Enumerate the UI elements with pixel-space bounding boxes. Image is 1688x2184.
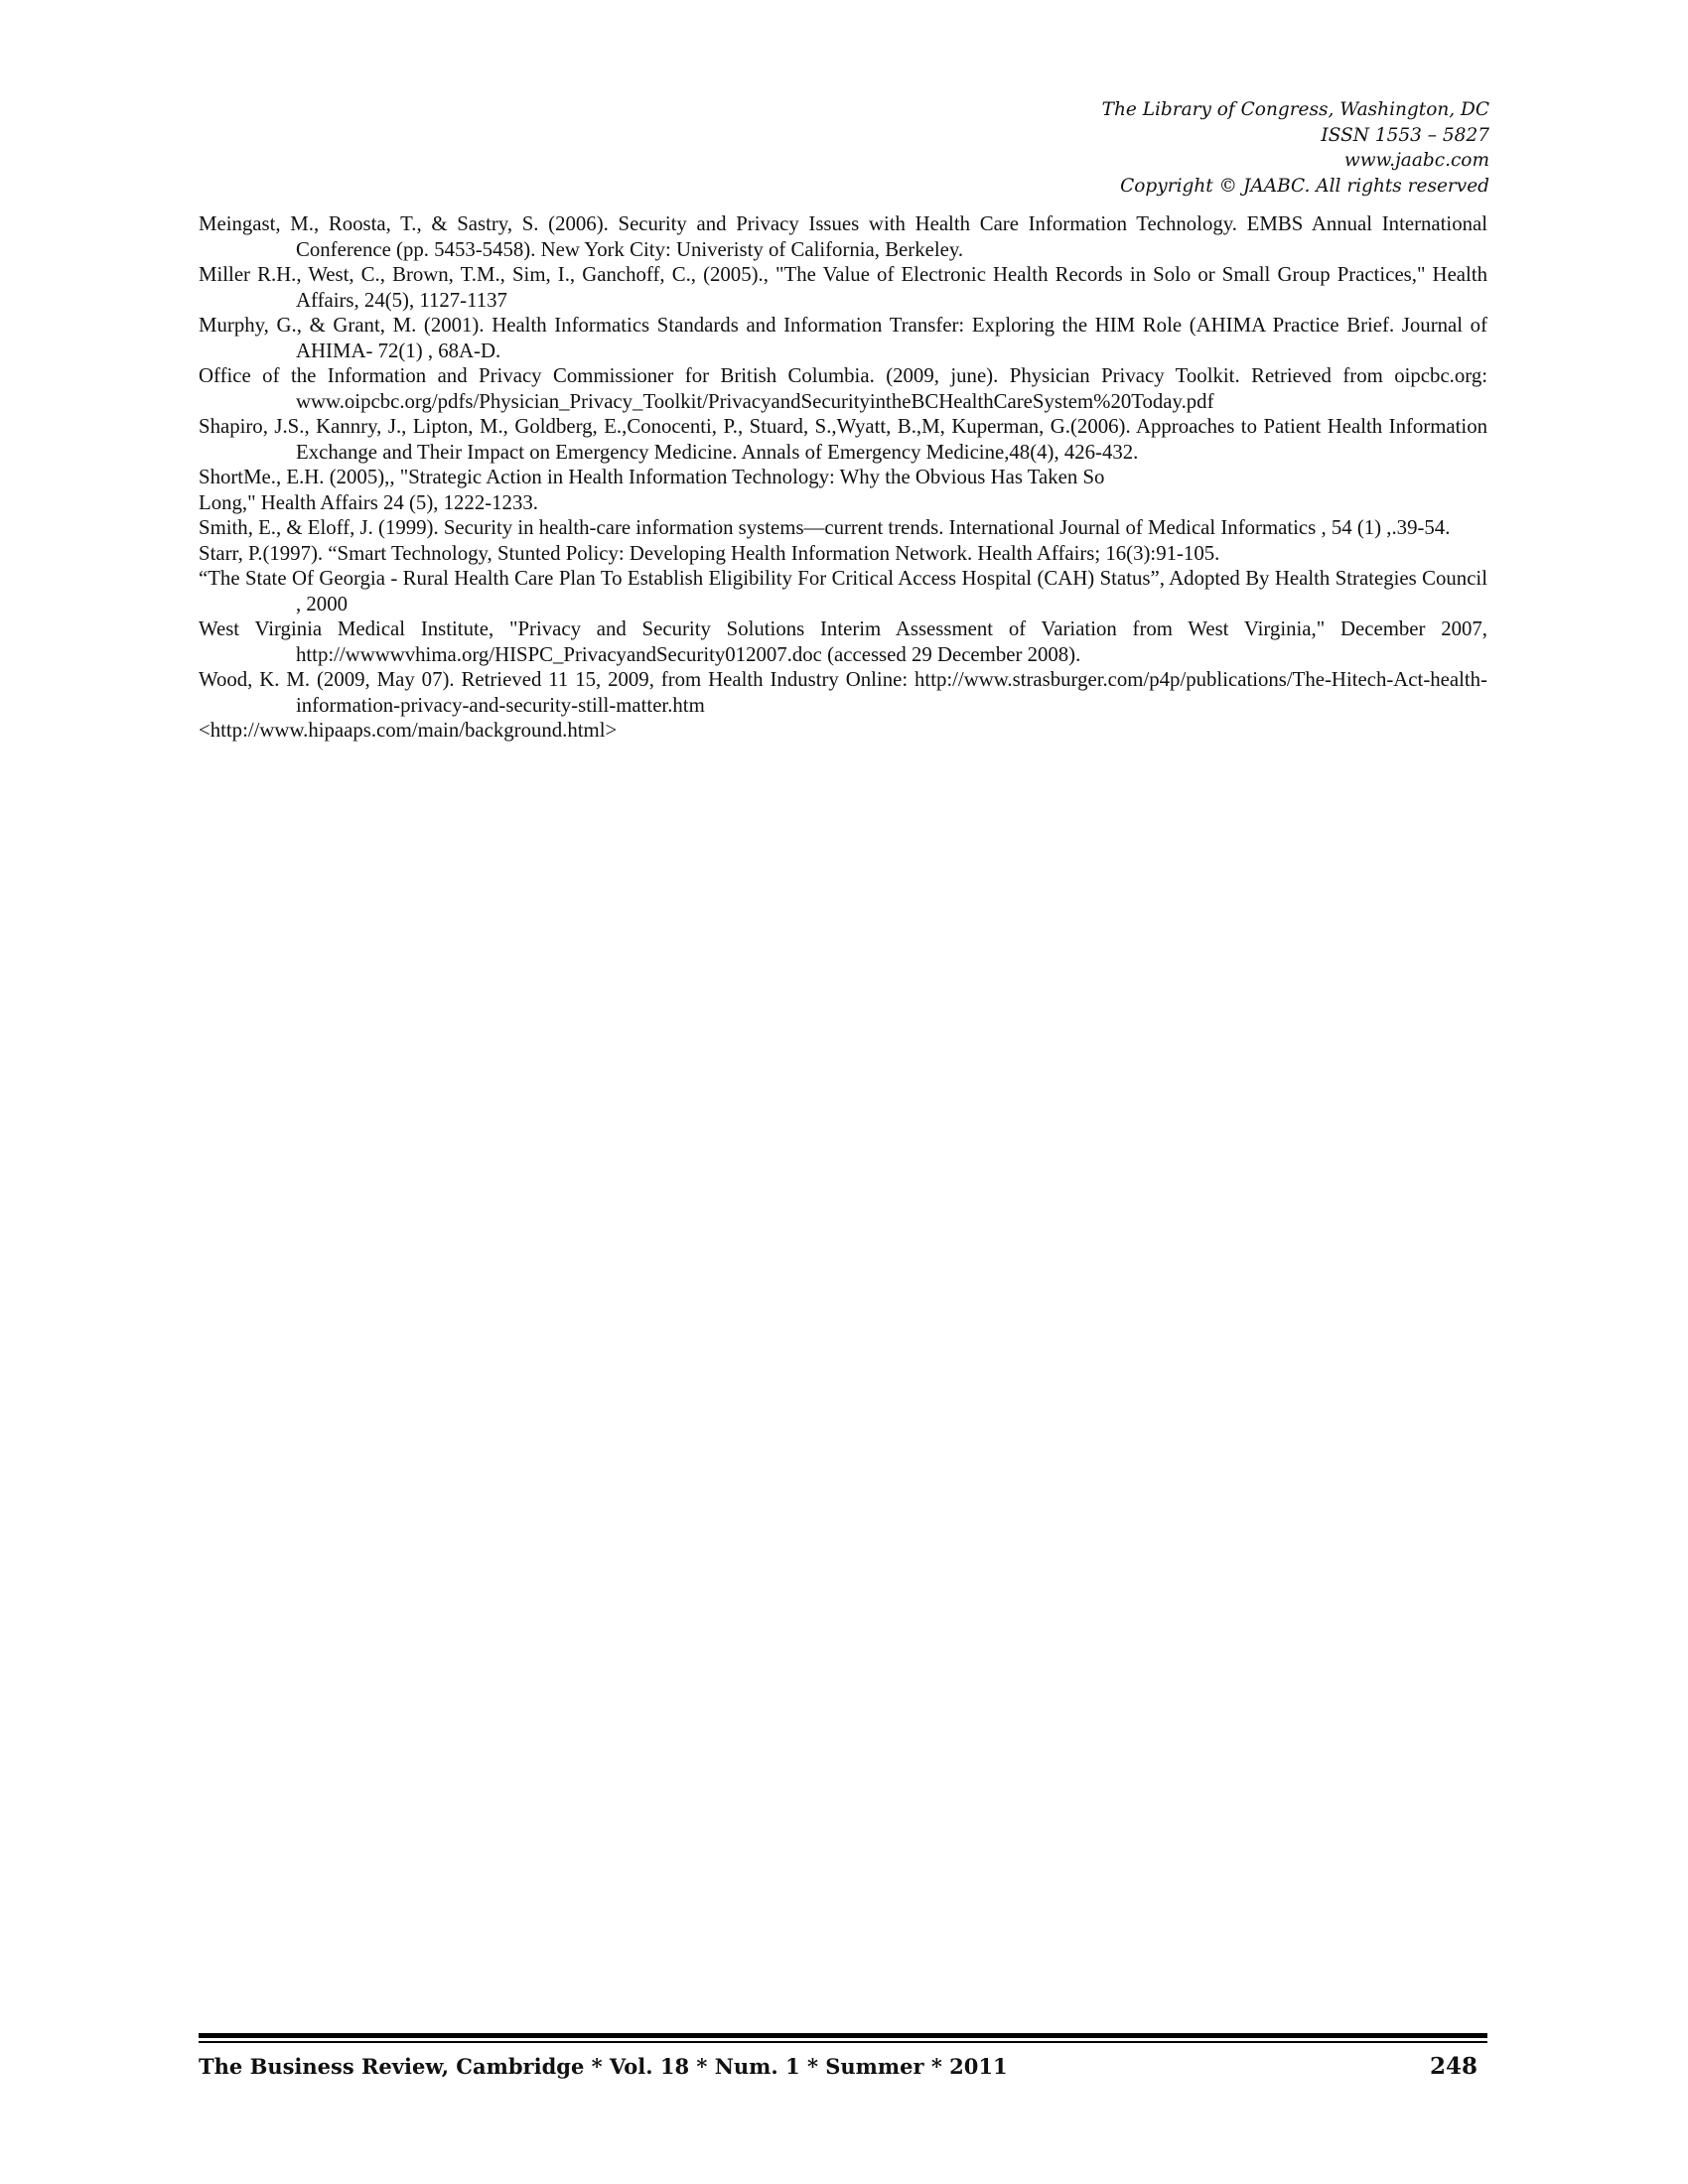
footer-rule-thick [199,2033,1487,2038]
page-number: 248 [1429,2053,1477,2080]
reference-entry: West Virginia Medical Institute, "Privacy and Security Solutions Interim Assessment of Variation from West Virginia," December 2007, http://wwwwvhima.org/HISPC_PrivacyandSecurity012007.doc (accessed 29 December 2008). [199,617,1487,666]
masthead-copyright: Copyright © JAABC. All rights reserved [1120,175,1489,197]
reference-entry: Meingast, M., Roosta, T., & Sastry, S. (2006). Security and Privacy Issues with Health Care Information Technology. EMBS Annual International Conference (pp. 5453-5458). New York City: Univeristy of California, Berkeley. [199,212,1487,261]
reference-url: <http://www.hipaaps.com/main/background.html> [199,719,618,742]
journal-masthead [1102,97,1489,199]
masthead-issn: ISSN 1553 – 5827 [1321,124,1489,146]
reference-entry: Wood, K. M. (2009, May 07). Retrieved 11 15, 2009, from Health Industry Online: http://www.strasburger.com/p4p/publications/The-Hitech-Act-health-information-privacy-and-security-still-matter.htm [199,668,1487,717]
footer-rule [199,2033,1487,2043]
reference-list [199,211,1487,744]
reference-entry: Smith, E., & Eloff, J. (1999). Security in health-care information systems—current trends. International Journal of Medical Informatics , 54 (1) ,.39-54. [199,516,1451,539]
reference-entry: “The State Of Georgia - Rural Health Care Plan To Establish Eligibility For Critical Access Hospital (CAH) Status”, Adopted By Health Strategies Council , 2000 [199,567,1487,615]
reference-entry: Shapiro, J.S., Kannry, J., Lipton, M., Goldberg, E.,Conocenti, P., Stuard, S.,Wyatt, B.,M, Kuperman, G.(2006). Approaches to Patient Health Information Exchange and Their Impact on Emergency Medicine. Annals of Emergency Medicine,48(4), 426-432. [199,415,1487,464]
masthead-website: www.jaabc.com [1343,150,1489,171]
reference-entry: Miller R.H., West, C., Brown, T.M., Sim, I., Ganchoff, C., (2005)., "The Value of Electronic Health Records in Solo or Small Group Practices," Health Affairs, 24(5), 1127-1137 [199,263,1487,312]
reference-line: ShortMe., E.H. (2005),, "Strategic Action in Health Information Technology: Why the Obvious Has Taken So [199,466,1105,488]
reference-entry: Starr, P.(1997). “Smart Technology, Stunted Policy: Developing Health Information Network. Health Affairs; 16(3):91-105. [199,541,1220,565]
reference-entry-shortme [199,465,1487,515]
footer-rule-thin [199,2041,1487,2043]
reference-line: Long," Health Affairs 24 (5), 1222-1233. [199,490,538,514]
reference-entry: Office of the Information and Privacy Commissioner for British Columbia. (2009, june). Physician Privacy Toolkit. Retrieved from oipcbc.org: www.oipcbc.org/pdfs/Physician_Privacy_Toolkit/PrivacyandSecurityintheBCHealthCareSystem%20Today.pdf [199,364,1487,413]
masthead-library: The Library of Congress, Washington, DC [1101,99,1489,120]
footer-journal-title: The Business Review, Cambridge * Vol. 18 * Num. 1 * Summer * 2011 [199,2054,1008,2079]
reference-entry: Murphy, G., & Grant, M. (2001). Health Informatics Standards and Information Transfer: Exploring the HIM Role (AHIMA Practice Brief. Journal of AHIMA- 72(1) , 68A-D. [199,314,1487,362]
page-footer [199,2053,1487,2080]
